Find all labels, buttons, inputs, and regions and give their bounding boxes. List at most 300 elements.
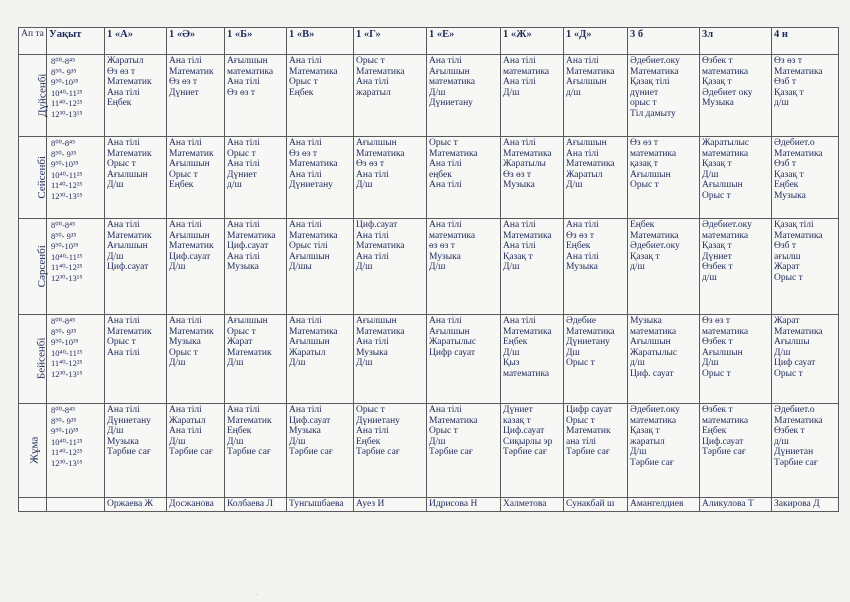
lesson-subject: Математика (503, 148, 552, 159)
time-slot: 9⁵⁰-10³⁵ (51, 159, 79, 170)
lesson-subject: Еңбек (356, 436, 381, 447)
lesson-subject: Д/ш (169, 436, 186, 447)
lesson-subject: Қыз (503, 358, 520, 369)
lesson-subject: Еңбек (107, 98, 132, 109)
apta-header: Ап та (19, 28, 47, 55)
class-header: 1 «Е» (427, 28, 501, 55)
lesson-subject: Ана тілі (169, 138, 202, 148)
day-row (19, 315, 839, 404)
lesson-subject: Д/ш (227, 358, 244, 369)
lesson-subject: Циф сауат (774, 358, 816, 369)
lesson-subject: Математика (289, 66, 338, 77)
lesson-subject: Сиқырлы эр (503, 436, 553, 447)
lesson-subject: Өзб т (774, 77, 796, 88)
lesson-subject: Орыс т (702, 190, 731, 201)
lesson-subject: Дүниетану (107, 415, 151, 426)
lesson-cell (700, 137, 772, 219)
lesson-cell (501, 137, 564, 219)
lesson-subject: Математика (774, 326, 823, 337)
lesson-subject: Тәрбие сағ (227, 447, 271, 458)
lesson-subject: Ана тілі (356, 169, 389, 180)
lesson-subject: Жаратылыс (429, 337, 477, 348)
teacher-name: Тунгышбаева (287, 498, 354, 512)
teacher-name: Колбаева Л (225, 498, 287, 512)
lesson-cell (167, 219, 225, 315)
time-slot: 9⁵⁰-10³⁵ (51, 337, 79, 348)
lesson-subject: Орыс т (774, 272, 803, 283)
day-name-cell (19, 55, 47, 137)
lesson-subject: математика (227, 66, 274, 77)
time-slot: 11⁴⁰-12²⁵ (51, 180, 83, 191)
day-name-cell (19, 219, 47, 315)
lesson-cell (501, 315, 564, 404)
lesson-subject: Ағылшын (702, 347, 743, 358)
lesson-cell (501, 219, 564, 315)
lesson-subject: Ана тілі (107, 316, 140, 326)
lesson-subject: Ағылшын (107, 169, 148, 180)
lesson-subject: Математик (566, 426, 611, 437)
lesson-subject: Өз өз т (503, 169, 532, 180)
lesson-subject: Ана тілі (169, 220, 202, 230)
lesson-cell (105, 137, 167, 219)
lesson-cell (772, 137, 839, 219)
lesson-subject: Қазақ т (774, 169, 804, 180)
lesson-subject: Д/ш (702, 358, 719, 369)
lesson-subject: Математик (169, 241, 214, 252)
lesson-subject: Тәрбие сағ (630, 457, 674, 468)
lesson-cell (427, 404, 501, 498)
lesson-subject: Әдебиет оку (702, 87, 753, 98)
lesson-cell (225, 219, 287, 315)
lesson-cell (287, 137, 354, 219)
lesson-subject: Орыс т (429, 138, 458, 148)
lesson-subject: математика (630, 326, 677, 337)
lesson-subject: Ана тілі (503, 220, 536, 230)
lesson-cell (772, 404, 839, 498)
lesson-subject: Д/ш (702, 169, 719, 180)
lesson-subject: Тіл дамыту (630, 108, 676, 119)
lesson-cell (427, 137, 501, 219)
lesson-subject: Д/ш (289, 358, 306, 369)
lesson-subject: Д/ш (169, 358, 186, 369)
time-slot: 8⁵⁰- 9³⁵ (51, 230, 77, 241)
lesson-subject: Өз өз т (702, 316, 731, 326)
lesson-cell (167, 404, 225, 498)
lesson-cell (628, 55, 700, 137)
teacher-row (19, 498, 839, 512)
lesson-subject: Музыка (566, 262, 598, 273)
lesson-subject: Музыка (503, 180, 535, 191)
lesson-subject: Қазақ т (630, 251, 660, 262)
lesson-subject: Еңбек (227, 426, 252, 437)
lesson-subject: Математика (289, 159, 338, 170)
lesson-subject: Өз өз т (169, 77, 198, 88)
lesson-subject: Д/ш (566, 180, 583, 191)
lesson-cell (564, 137, 628, 219)
lesson-subject: Ана тілі (429, 180, 462, 191)
time-header: Уақыт (47, 28, 105, 55)
lesson-subject: Ағылшын (429, 326, 470, 337)
lesson-subject: Д/ш (429, 262, 446, 273)
lesson-subject: Өз өз т (630, 138, 659, 148)
lesson-subject: математика (702, 148, 749, 159)
teacher-name: Сунакбай ш (564, 498, 628, 512)
lesson-cell (501, 404, 564, 498)
lesson-subject: д/ш (774, 98, 789, 109)
day-row (19, 219, 839, 315)
lesson-subject: Ағылшын (107, 241, 148, 252)
lesson-subject: Математика (774, 66, 823, 77)
lesson-subject: Өз өз т (227, 87, 256, 98)
lesson-subject: Тәрбие сағ (774, 457, 818, 468)
lesson-subject: Орыс т (566, 358, 595, 369)
time-slot: 12³⁰-13¹⁵ (51, 457, 83, 468)
lesson-subject: Әдебиет.оку (630, 56, 680, 66)
lesson-subject: Циф.сауат (702, 436, 744, 447)
lesson-subject: Музыка (774, 190, 806, 201)
schedule-body (19, 55, 839, 512)
lesson-subject: Өзбек т (702, 56, 733, 66)
lesson-subject: математика (429, 230, 476, 241)
class-header: 1 «Г» (354, 28, 427, 55)
lesson-subject: Ана тілі (566, 148, 599, 159)
lesson-subject: Ана тілі (289, 56, 322, 66)
lesson-subject: д/ш (630, 358, 645, 369)
lesson-subject: Тәрбие сағ (169, 447, 213, 458)
lesson-subject: еңбек (429, 169, 452, 180)
lesson-cell (628, 137, 700, 219)
lesson-subject: Тәрбие сағ (107, 447, 151, 458)
class-header: 1 «Д» (564, 28, 628, 55)
lesson-subject: Математик (227, 347, 272, 358)
lesson-subject: Математика (356, 148, 405, 159)
time-slot: 8⁵⁰- 9³⁵ (51, 415, 77, 426)
lesson-subject: Математик (107, 77, 152, 88)
lesson-subject: Ана тілі (107, 138, 140, 148)
lesson-subject: Математика (356, 66, 405, 77)
lesson-subject: Д/ш (107, 426, 124, 437)
lesson-subject: Еңбек (503, 337, 528, 348)
lesson-subject: Музыка (227, 262, 259, 273)
lesson-subject: Орыс т (566, 415, 595, 426)
time-slots-cell (47, 137, 105, 219)
lesson-subject: Ағылшын (356, 316, 397, 326)
lesson-subject: Ана тілі (503, 77, 536, 88)
time-slot: 11⁴⁰-12²⁵ (51, 98, 83, 109)
class-header: 1 «В» (287, 28, 354, 55)
lesson-subject: математика (429, 77, 476, 88)
lesson-subject: д/ш (227, 180, 242, 191)
lesson-subject: Орыс т (702, 368, 731, 379)
lesson-subject: Ана тілі (107, 405, 140, 415)
lesson-subject: Математика (429, 148, 478, 159)
lesson-cell (354, 404, 427, 498)
lesson-subject: Д/ш (107, 180, 124, 191)
lesson-subject: Ана тілі (107, 220, 140, 230)
time-slot: 9⁵⁰-10³⁵ (51, 77, 79, 88)
time-slot: 8⁵⁰- 9³⁵ (51, 148, 77, 159)
class-header: 1 «А» (105, 28, 167, 55)
class-header: 4 н (772, 28, 839, 55)
lesson-cell (700, 404, 772, 498)
lesson-cell (700, 55, 772, 137)
lesson-subject: Ана тілі (289, 169, 322, 180)
lesson-subject: Ағылшын (169, 230, 210, 241)
lesson-subject: Ана тілі (429, 56, 462, 66)
lesson-subject: Циф.сауат (169, 251, 211, 262)
lesson-subject: Дүниетану (356, 415, 400, 426)
teacher-name: Амангелдиев (628, 498, 700, 512)
lesson-subject: орыс т (630, 98, 657, 109)
lesson-subject: Музыка (289, 426, 321, 437)
lesson-subject: Ана тілі (356, 230, 389, 241)
teacher-name: Идрисова Н (427, 498, 501, 512)
lesson-subject: жаратыл (630, 436, 665, 447)
lesson-cell (287, 315, 354, 404)
lesson-subject: Ана тілі (289, 405, 322, 415)
lesson-subject: математика (702, 66, 749, 77)
lesson-subject: Циф.сауат (356, 220, 398, 230)
lesson-subject: Д/ш (356, 262, 373, 273)
lesson-cell (772, 55, 839, 137)
lesson-cell (700, 219, 772, 315)
lesson-subject: Математика (566, 66, 615, 77)
lesson-subject: Математика (356, 326, 405, 337)
lesson-subject: Ағылшын (429, 66, 470, 77)
lesson-subject: Еңбек (566, 241, 591, 252)
lesson-subject: Орыс т (356, 56, 385, 66)
lesson-subject: Музыка (702, 98, 734, 109)
lesson-subject: Ана тілі (566, 251, 599, 262)
lesson-subject: Математик (169, 66, 214, 77)
lesson-subject: Ана тілі (169, 56, 202, 66)
time-slot: 8⁰⁰-8⁴⁵ (51, 220, 76, 230)
lesson-cell (354, 55, 427, 137)
lesson-subject: Әдебиет.оку (630, 405, 680, 415)
lesson-subject: Математика (429, 415, 478, 426)
lesson-subject: Дүниет (169, 87, 199, 98)
lesson-subject: д/ш (566, 87, 581, 98)
lesson-subject: математика (503, 368, 550, 379)
teacher-name: Закирова Д (772, 498, 839, 512)
lesson-subject: Тәрбие сағ (429, 447, 473, 458)
lesson-subject: Ана тілі (169, 426, 202, 437)
time-slot: 8⁰⁰-8⁴⁵ (51, 316, 76, 326)
lesson-subject: Тәрбие сағ (702, 447, 746, 458)
class-header: 3л (700, 28, 772, 55)
lesson-subject: Дүниетан (774, 447, 814, 458)
lesson-subject: Ана тілі (503, 241, 536, 252)
lesson-subject: Ағылшын (169, 159, 210, 170)
lesson-subject: Ана тілі (503, 316, 536, 326)
lesson-subject: Орыс т (630, 180, 659, 191)
lesson-subject: Циф.сауат (289, 415, 331, 426)
lesson-subject: Тәрбие сағ (289, 447, 333, 458)
lesson-subject: Жарат (774, 262, 800, 273)
lesson-cell (427, 315, 501, 404)
teacher-name: Оржаева Ж (105, 498, 167, 512)
lesson-subject: Еңбек (702, 426, 727, 437)
day-name: Сейсенбі (36, 155, 49, 199)
lesson-cell (167, 315, 225, 404)
lesson-subject: Жарат (227, 337, 253, 348)
lesson-subject: Математика (503, 326, 552, 337)
lesson-subject: Қазақ тілі (774, 220, 814, 230)
lesson-cell (501, 55, 564, 137)
time-slot: 8⁵⁰- 9³⁵ (51, 326, 77, 337)
lesson-subject: Ағылшын (289, 337, 330, 348)
day-row (19, 404, 839, 498)
lesson-subject: Ана тілі (227, 220, 260, 230)
lesson-subject: Математика (774, 415, 823, 426)
lesson-subject: Ана тілі (503, 138, 536, 148)
time-slot: 9⁵⁰-10³⁵ (51, 426, 79, 437)
lesson-subject: Дүниет (227, 169, 257, 180)
lesson-subject: Математика (227, 230, 276, 241)
lesson-subject: математика (630, 148, 677, 159)
lesson-subject: Орыс тілі (289, 241, 328, 252)
lesson-subject: Ана тілі (289, 220, 322, 230)
lesson-subject: Математик (227, 415, 272, 426)
lesson-cell (287, 219, 354, 315)
time-slot: 10⁴⁰-11²⁵ (51, 436, 83, 447)
lesson-subject: Ана тілі (227, 77, 260, 88)
teacher-row-spacer (19, 498, 47, 512)
day-name-cell (19, 404, 47, 498)
lesson-subject: д/ш (774, 436, 789, 447)
lesson-subject: математика (702, 230, 749, 241)
lesson-subject: Д/ш (503, 347, 520, 358)
lesson-subject: Орыс т (289, 77, 318, 88)
lesson-cell (354, 137, 427, 219)
lesson-subject: Д/ш (630, 447, 647, 458)
lesson-cell (628, 219, 700, 315)
lesson-subject: Ана тілі (227, 251, 260, 262)
lesson-subject: Музыка (169, 337, 201, 348)
lesson-subject: Өзб т (774, 159, 796, 170)
lesson-subject: Ағылшы (774, 337, 810, 348)
class-header: 3 б (628, 28, 700, 55)
lesson-subject: Өз өз т (774, 56, 803, 66)
lesson-subject: Орыс т (356, 405, 385, 415)
lesson-subject: Ана тілі (356, 337, 389, 348)
lesson-subject: Дүниет (702, 251, 732, 262)
lesson-subject: дүниет (630, 87, 659, 98)
lesson-subject: Циф.сауат (227, 241, 269, 252)
lesson-subject: математика (503, 66, 550, 77)
lesson-subject: Математика (630, 66, 679, 77)
lesson-cell (105, 219, 167, 315)
lesson-subject: ана тілі (566, 436, 597, 447)
lesson-subject: математика (702, 326, 749, 337)
lesson-subject: Циф.сауат (503, 426, 545, 437)
header-row (19, 28, 839, 55)
lesson-subject: Еңбек (169, 180, 194, 191)
lesson-subject: Орыс т (169, 169, 198, 180)
lesson-cell (225, 137, 287, 219)
lesson-subject: Жаратылыс (702, 138, 750, 148)
day-name: Дүйсенбі (36, 73, 49, 117)
lesson-subject: Өз өз т (356, 159, 385, 170)
time-slot: 12³⁰-13¹⁵ (51, 272, 83, 283)
day-name-cell (19, 137, 47, 219)
lesson-cell (287, 404, 354, 498)
lesson-subject: Ана тілі (227, 159, 260, 170)
time-slot: 11⁴⁰-12²⁵ (51, 358, 83, 369)
lesson-subject: Ағылшын (630, 169, 671, 180)
lesson-subject: Ағылшын (702, 180, 743, 191)
time-slot: 10⁴⁰-11²⁵ (51, 87, 83, 98)
lesson-cell (287, 55, 354, 137)
lesson-subject: Цифр сауат (566, 405, 613, 415)
teacher-name: Халметова (501, 498, 564, 512)
lesson-subject: жаратыл (356, 87, 391, 98)
lesson-subject: Ағылшын (566, 138, 607, 148)
lesson-subject: Еңбек (630, 220, 655, 230)
lesson-cell (427, 219, 501, 315)
time-slot: 11⁴⁰-12²⁵ (51, 262, 83, 273)
lesson-cell (772, 315, 839, 404)
lesson-subject: Математика (566, 159, 615, 170)
class-header: 1 «Ж» (501, 28, 564, 55)
lesson-subject: Жаратыл (169, 415, 206, 426)
lesson-subject: Ана тілі (107, 87, 140, 98)
teacher-name: Досжанова (167, 498, 225, 512)
lesson-subject: Ана тілі (356, 77, 389, 88)
lesson-subject: д/ш (702, 272, 717, 283)
lesson-subject: Ағылшын (630, 337, 671, 348)
time-slot: 10⁴⁰-11²⁵ (51, 347, 83, 358)
time-slot: 12³⁰-13¹⁵ (51, 190, 83, 201)
lesson-subject: Өз өз т (107, 66, 136, 77)
lesson-subject: Математика (289, 326, 338, 337)
lesson-subject: Д/шы (289, 262, 312, 273)
day-name: Бейсенбі (35, 337, 48, 380)
day-name: Сәрсенбі (35, 244, 48, 288)
lesson-subject: Ана тілі (429, 159, 462, 170)
lesson-subject: Өзбек т (702, 405, 733, 415)
lesson-subject: Ана тілі (169, 405, 202, 415)
lesson-subject: Ана тілі (356, 426, 389, 437)
time-slot: 10⁴⁰-11²⁵ (51, 251, 83, 262)
lesson-subject: Әдебиет.оку (630, 241, 680, 252)
lesson-subject: Орыс т (227, 326, 256, 337)
lesson-subject: Ана тілі (227, 138, 260, 148)
lesson-subject: Орыс т (429, 426, 458, 437)
day-row (19, 55, 839, 137)
lesson-subject: Д/ш (774, 347, 791, 358)
lesson-subject: Дүниетану (566, 337, 610, 348)
lesson-subject: Өзбек т (702, 337, 733, 348)
day-name: Жұма (28, 436, 41, 464)
lesson-subject: Цифр сауат (429, 347, 476, 358)
lesson-cell (354, 219, 427, 315)
lesson-subject: Д/ш (503, 87, 520, 98)
lesson-subject: Қазақ т (702, 77, 732, 88)
lesson-subject: Д/ш (227, 436, 244, 447)
lesson-subject: казақ т (503, 415, 531, 426)
lesson-cell (167, 55, 225, 137)
lesson-subject: Тәрбие сағ (356, 447, 400, 458)
lesson-subject: Математика (356, 241, 405, 252)
lesson-subject: Ана тілі (429, 220, 462, 230)
lesson-cell (225, 404, 287, 498)
lesson-subject: Математика (774, 230, 823, 241)
lesson-subject: Ана тілі (227, 405, 260, 415)
lesson-subject: Әдебиет.о (774, 138, 815, 148)
time-slot: 8⁰⁰-8⁴⁵ (51, 405, 76, 415)
time-slot: 10⁴⁰-11²⁵ (51, 169, 83, 180)
